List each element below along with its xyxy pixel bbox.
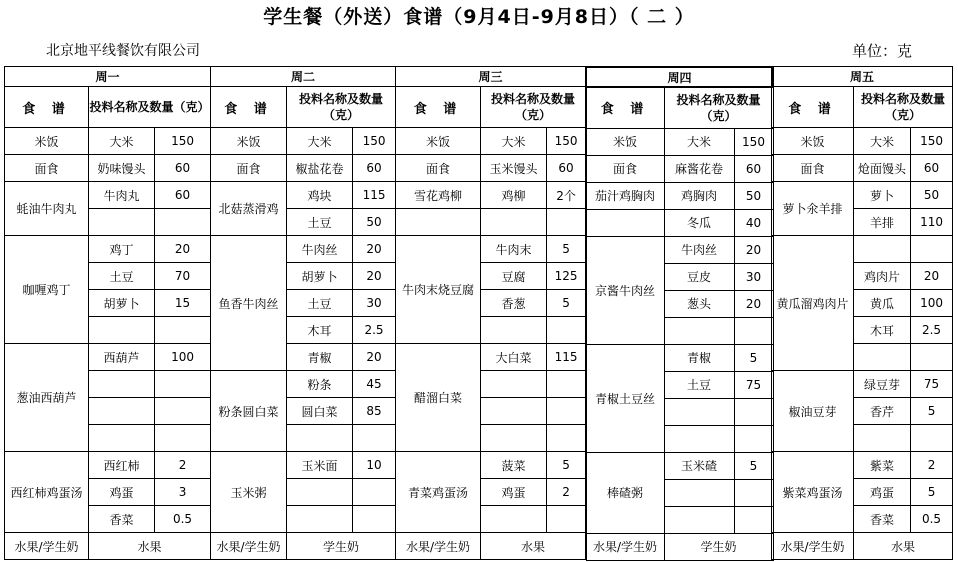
- ingredient-name: [89, 425, 155, 452]
- ingredient-name: 麻酱花卷: [664, 155, 734, 182]
- ingredient-name: 绿豆芽: [854, 371, 911, 398]
- ingredient-name: 木耳: [287, 317, 353, 344]
- ingredient-name: 玉米碴: [664, 452, 734, 479]
- ingredient-name: 紫菜: [854, 452, 911, 479]
- ingredient-name: 鸡蛋: [89, 479, 155, 506]
- ingredient-name: 西葫芦: [89, 344, 155, 371]
- ingredient-name: 豆腐: [481, 263, 547, 290]
- table-row: [5, 128, 211, 155]
- ingredient-qty: 50: [911, 182, 953, 209]
- table-row: [5, 344, 211, 371]
- table-row: [772, 128, 953, 155]
- day-name: 周三: [396, 67, 586, 87]
- dish-name: 椒油豆芽: [772, 371, 854, 452]
- dish-name: 米饭: [211, 128, 287, 155]
- day-block: [395, 66, 586, 560]
- ingredient-qty: 60: [911, 155, 953, 182]
- ingredient-qty: 45: [353, 371, 396, 398]
- ingredient-qty: 85: [353, 398, 396, 425]
- dish-name: 棒碴粥: [586, 452, 664, 533]
- ingredient-name: [664, 425, 734, 452]
- ingredient-name: 菠菜: [481, 452, 547, 479]
- dish-name: 玉米粥: [211, 452, 287, 533]
- ingredient-name: 土豆: [287, 209, 353, 236]
- ingredient-name: 冬瓜: [664, 209, 734, 236]
- footer-value: 学生奶: [287, 533, 396, 560]
- dish-name: 青椒土豆丝: [586, 344, 664, 452]
- ingredient-qty: 20: [734, 236, 773, 263]
- ingredient-qty: 20: [734, 290, 773, 317]
- ingredient-qty: 2.5: [353, 317, 396, 344]
- table-row: [586, 155, 773, 182]
- ingredient-qty: 110: [911, 209, 953, 236]
- ingredient-qty: [734, 479, 773, 506]
- ingredient-name: 土豆: [664, 371, 734, 398]
- menu-header: 食 谱: [396, 87, 481, 128]
- dish-name: 北菇蒸滑鸡: [211, 182, 287, 236]
- ingredient-name: 黄瓜: [854, 290, 911, 317]
- ingredient-name: 香芹: [854, 398, 911, 425]
- dish-name: 面食: [396, 155, 481, 182]
- menu-header: 食 谱: [5, 87, 89, 128]
- ingredient-qty: 5: [547, 290, 586, 317]
- ingredient-qty: 75: [911, 371, 953, 398]
- ingredient-name: 玉米馒头: [481, 155, 547, 182]
- ingredient-name: 粉条: [287, 371, 353, 398]
- ingredient-name: [481, 506, 547, 533]
- ingredient-name: 香菜: [854, 506, 911, 533]
- unit-label: 单位：克: [852, 42, 913, 60]
- footer-value: 水果: [854, 533, 953, 560]
- ingredient-qty: 5: [734, 452, 773, 479]
- ingredient-name: 大米: [481, 128, 547, 155]
- ingredient-name: 香菜: [89, 506, 155, 533]
- ingredient-qty: 100: [155, 344, 211, 371]
- ingredient-qty: [353, 479, 396, 506]
- ingredient-name: [854, 425, 911, 452]
- ingredient-qty: 60: [155, 155, 211, 182]
- ingredient-qty: 10: [353, 452, 396, 479]
- table-row: [396, 155, 586, 182]
- ingredient-name: 葱头: [664, 290, 734, 317]
- dish-name: 茄汁鸡胸肉: [586, 182, 664, 209]
- ingredient-qty: [547, 317, 586, 344]
- ingredient-name: 木耳: [854, 317, 911, 344]
- ingredient-name: [481, 209, 547, 236]
- dish-name: 醋溜白菜: [396, 344, 481, 452]
- ingredient-name: 土豆: [89, 263, 155, 290]
- ingredient-name: 青椒: [287, 344, 353, 371]
- day-name: 周五: [772, 67, 953, 87]
- ingredient-qty: [734, 506, 773, 533]
- ingredient-name: [481, 371, 547, 398]
- ingredient-name: [89, 317, 155, 344]
- ingredient-qty: 30: [353, 290, 396, 317]
- ingredients-header: 投料名称及数量（克）: [854, 87, 953, 128]
- footer-label: 水果/学生奶: [211, 533, 287, 560]
- ingredient-name: 鸡丁: [89, 236, 155, 263]
- ingredient-name: [287, 506, 353, 533]
- ingredient-qty: 150: [734, 128, 773, 155]
- ingredient-qty: 150: [353, 128, 396, 155]
- ingredient-qty: 150: [155, 128, 211, 155]
- ingredient-qty: 5: [547, 236, 586, 263]
- ingredient-name: [287, 479, 353, 506]
- ingredient-name: [664, 317, 734, 344]
- dish-name: 青菜鸡蛋汤: [396, 452, 481, 533]
- ingredient-qty: [547, 371, 586, 398]
- ingredient-name: 玉米面: [287, 452, 353, 479]
- footer-label: 水果/学生奶: [586, 533, 664, 560]
- ingredient-name: 土豆: [287, 290, 353, 317]
- dish-name: 面食: [772, 155, 854, 182]
- ingredient-qty: [911, 344, 953, 371]
- table-row: [396, 128, 586, 155]
- ingredient-name: 牛肉末: [481, 236, 547, 263]
- dish-name: 葱油西葫芦: [5, 344, 89, 452]
- table-row: [586, 452, 773, 479]
- ingredient-name: 西红柿: [89, 452, 155, 479]
- table-row: [772, 452, 953, 479]
- ingredient-qty: 150: [547, 128, 586, 155]
- ingredient-name: [664, 479, 734, 506]
- footer-label: 水果/学生奶: [5, 533, 89, 560]
- day-name: 周一: [5, 67, 211, 87]
- dish-name: 雪花鸡柳: [396, 182, 481, 209]
- ingredient-qty: 0.5: [911, 506, 953, 533]
- table-row: [5, 452, 211, 479]
- dish-name: 京酱牛肉丝: [586, 236, 664, 344]
- ingredient-name: 鸡块: [287, 182, 353, 209]
- dish-name: 黄瓜溜鸡肉片: [772, 236, 854, 371]
- ingredient-qty: [547, 398, 586, 425]
- footer-label: 水果/学生奶: [396, 533, 481, 560]
- table-row: [211, 452, 396, 479]
- ingredient-qty: [547, 209, 586, 236]
- ingredient-qty: [353, 506, 396, 533]
- table-row: [5, 155, 211, 182]
- dish-name: 蚝油牛肉丸: [5, 182, 89, 236]
- ingredient-name: 炝面馒头: [854, 155, 911, 182]
- ingredient-name: [481, 398, 547, 425]
- menu-header: 食 谱: [586, 87, 664, 128]
- ingredient-qty: [155, 425, 211, 452]
- footer-value: 学生奶: [664, 533, 773, 560]
- ingredients-header: 投料名称及数量（克）: [664, 87, 773, 128]
- table-row: [211, 371, 396, 398]
- ingredient-name: 牛肉丸: [89, 182, 155, 209]
- ingredient-name: 椒盐花卷: [287, 155, 353, 182]
- dish-name: 紫菜鸡蛋汤: [772, 452, 854, 533]
- ingredient-name: 大米: [664, 128, 734, 155]
- ingredient-name: [854, 236, 911, 263]
- ingredient-name: 萝卜: [854, 182, 911, 209]
- ingredient-name: 大米: [89, 128, 155, 155]
- ingredient-qty: [155, 317, 211, 344]
- table-row: [5, 182, 211, 209]
- ingredient-qty: 60: [155, 182, 211, 209]
- ingredient-name: [89, 209, 155, 236]
- ingredient-qty: [911, 236, 953, 263]
- ingredient-qty: 2: [155, 452, 211, 479]
- ingredient-qty: [734, 317, 773, 344]
- ingredient-name: [854, 344, 911, 371]
- ingredient-name: 胡萝卜: [287, 263, 353, 290]
- dish-name: 面食: [211, 155, 287, 182]
- ingredient-name: 胡萝卜: [89, 290, 155, 317]
- table-row: [772, 371, 953, 398]
- table-row: [586, 209, 773, 236]
- table-row: [586, 236, 773, 263]
- dish-name: 萝卜氽羊排: [772, 182, 854, 236]
- table-row: [772, 155, 953, 182]
- table-row: [5, 236, 211, 263]
- ingredient-name: [664, 398, 734, 425]
- table-row: [772, 182, 953, 209]
- ingredient-name: 牛肉丝: [287, 236, 353, 263]
- ingredient-qty: [547, 425, 586, 452]
- day-block: [4, 66, 211, 560]
- ingredient-name: 香葱: [481, 290, 547, 317]
- ingredients-header: 投料名称及数量（克）: [287, 87, 396, 128]
- table-row: [211, 128, 396, 155]
- ingredient-qty: 60: [547, 155, 586, 182]
- ingredient-name: 鸡肉片: [854, 263, 911, 290]
- ingredient-qty: [155, 209, 211, 236]
- dish-name: [586, 209, 664, 236]
- ingredient-qty: 30: [734, 263, 773, 290]
- footer-value: 水果: [481, 533, 586, 560]
- table-row: [211, 155, 396, 182]
- ingredient-qty: 20: [353, 263, 396, 290]
- dish-name: 鱼香牛肉丝: [211, 236, 287, 371]
- day-block: [585, 66, 774, 561]
- ingredient-qty: 125: [547, 263, 586, 290]
- ingredients-header: 投料名称及数量（克）: [481, 87, 586, 128]
- ingredient-name: [664, 506, 734, 533]
- ingredient-qty: [155, 398, 211, 425]
- table-row: [396, 452, 586, 479]
- day-name: 周四: [586, 67, 773, 87]
- menu-header: 食 谱: [772, 87, 854, 128]
- ingredient-qty: 50: [353, 209, 396, 236]
- ingredient-name: [89, 371, 155, 398]
- ingredient-name: 大白菜: [481, 344, 547, 371]
- dish-name: 米饭: [5, 128, 89, 155]
- ingredients-header: 投料名称及数量（克）: [89, 87, 211, 128]
- ingredient-name: 羊排: [854, 209, 911, 236]
- ingredient-name: 牛肉丝: [664, 236, 734, 263]
- ingredient-qty: [734, 398, 773, 425]
- table-row: [396, 182, 586, 209]
- dish-name: 粉条圆白菜: [211, 371, 287, 452]
- ingredient-name: 豆皮: [664, 263, 734, 290]
- ingredient-name: [481, 317, 547, 344]
- ingredient-qty: 20: [353, 236, 396, 263]
- ingredient-qty: 150: [911, 128, 953, 155]
- ingredient-name: [89, 398, 155, 425]
- ingredient-qty: 0.5: [155, 506, 211, 533]
- dish-name: 咖喱鸡丁: [5, 236, 89, 344]
- dish-name: 米饭: [586, 128, 664, 155]
- dish-name: 米饭: [772, 128, 854, 155]
- table-row: [396, 344, 586, 371]
- ingredient-qty: 3: [155, 479, 211, 506]
- ingredient-qty: 20: [911, 263, 953, 290]
- ingredient-qty: 60: [734, 155, 773, 182]
- ingredient-qty: 2: [911, 452, 953, 479]
- ingredient-qty: 5: [734, 344, 773, 371]
- ingredient-qty: [547, 506, 586, 533]
- ingredient-name: 鸡蛋: [481, 479, 547, 506]
- ingredient-qty: 60: [353, 155, 396, 182]
- ingredient-qty: 5: [547, 452, 586, 479]
- ingredient-qty: 40: [734, 209, 773, 236]
- ingredient-name: 鸡胸肉: [664, 182, 734, 209]
- ingredient-name: 大米: [287, 128, 353, 155]
- ingredient-qty: 5: [911, 398, 953, 425]
- ingredient-qty: 15: [155, 290, 211, 317]
- day-block: [210, 66, 396, 560]
- dish-name: 面食: [5, 155, 89, 182]
- ingredient-qty: 115: [547, 344, 586, 371]
- table-row: [586, 128, 773, 155]
- ingredient-qty: 20: [155, 236, 211, 263]
- menu-header: 食 谱: [211, 87, 287, 128]
- day-name: 周二: [211, 67, 396, 87]
- table-row: [396, 236, 586, 263]
- day-block: [771, 66, 953, 560]
- ingredient-name: 鸡柳: [481, 182, 547, 209]
- dish-name: 面食: [586, 155, 664, 182]
- dish-name: [396, 209, 481, 236]
- ingredient-qty: 100: [911, 290, 953, 317]
- ingredient-name: 奶味馒头: [89, 155, 155, 182]
- ingredient-qty: 75: [734, 371, 773, 398]
- ingredient-name: 大米: [854, 128, 911, 155]
- ingredient-name: 青椒: [664, 344, 734, 371]
- footer-value: 水果: [89, 533, 211, 560]
- ingredient-name: 鸡蛋: [854, 479, 911, 506]
- ingredient-name: [287, 425, 353, 452]
- dish-name: 米饭: [396, 128, 481, 155]
- ingredient-qty: 2.5: [911, 317, 953, 344]
- table-row: [211, 182, 396, 209]
- table-row: [586, 344, 773, 371]
- table-row: [211, 236, 396, 263]
- ingredient-name: [481, 425, 547, 452]
- ingredient-qty: 70: [155, 263, 211, 290]
- table-row: [396, 209, 586, 236]
- ingredient-qty: [353, 425, 396, 452]
- ingredient-qty: 20: [353, 344, 396, 371]
- ingredient-qty: [734, 425, 773, 452]
- table-row: [586, 182, 773, 209]
- company-name: 北京地平线餐饮有限公司: [46, 43, 200, 59]
- table-row: [772, 236, 953, 263]
- ingredient-qty: [911, 425, 953, 452]
- ingredient-name: 圆白菜: [287, 398, 353, 425]
- dish-name: 牛肉末烧豆腐: [396, 236, 481, 344]
- ingredient-qty: 115: [353, 182, 396, 209]
- footer-label: 水果/学生奶: [772, 533, 854, 560]
- ingredient-qty: 2: [547, 479, 586, 506]
- ingredient-qty: 5: [911, 479, 953, 506]
- ingredient-qty: 50: [734, 182, 773, 209]
- ingredient-qty: [155, 371, 211, 398]
- ingredient-qty: 2个: [547, 182, 586, 209]
- page-title: 学生餐（外送）食谱（9月4日-9月8日）（ 二 ）: [263, 6, 695, 28]
- dish-name: 西红柿鸡蛋汤: [5, 452, 89, 533]
